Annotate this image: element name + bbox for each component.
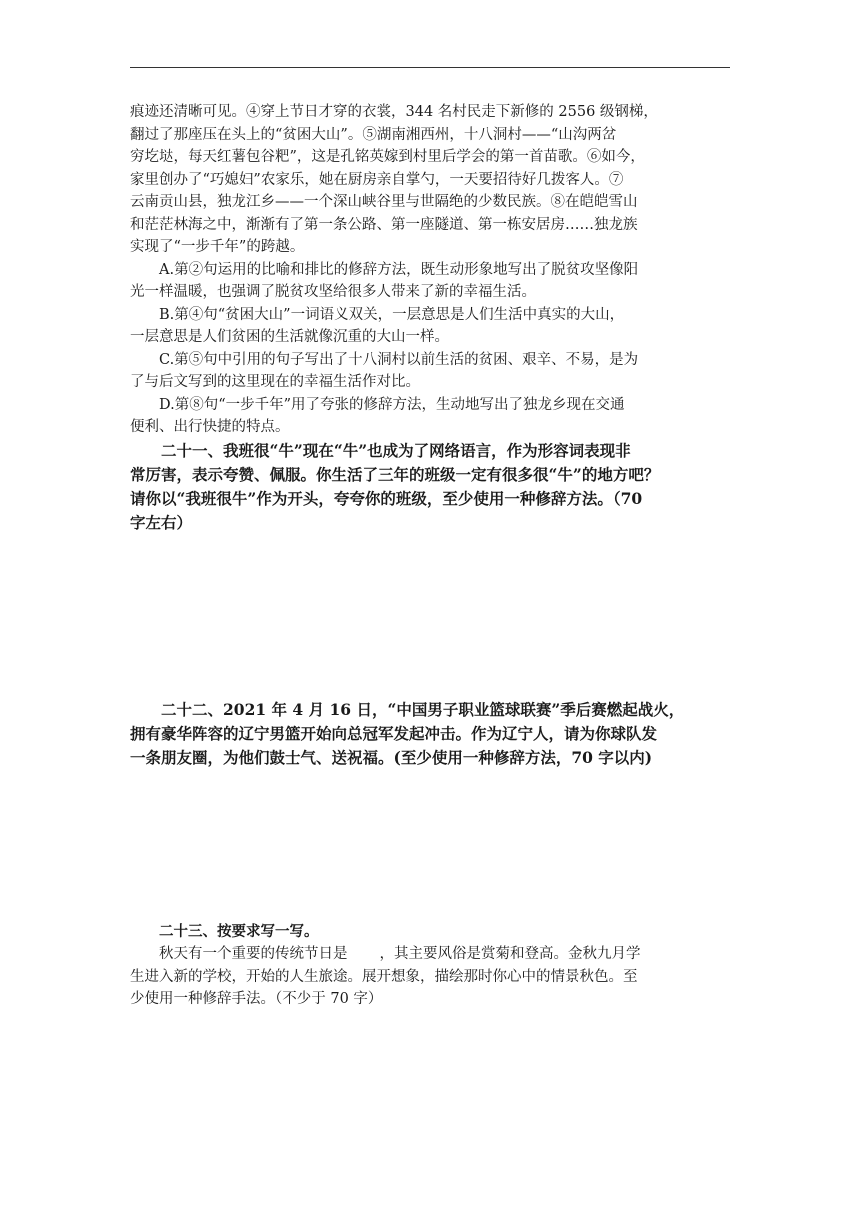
question-text: 秋天有一个重要的传统节日是 [159, 946, 348, 962]
option-line: A.第②句运用的比喻和排比的修辞方法，既生动形象地写出了脱贫攻坚像阳 [159, 261, 639, 278]
option-line: D.第⑧句“一步千年”用了夸张的修辞方法，生动地写出了独龙乡现在交通 [159, 396, 625, 413]
question-line: 二十二、2021 年 4 月 16 日，“中国男子职业篮球联赛”季后赛燃起战火， [161, 699, 685, 719]
option-b [130, 304, 730, 349]
option-a [130, 259, 730, 304]
option-line: 了与后文写到的这里现在的幸福生活作对比。 [130, 374, 420, 390]
option-d [130, 394, 730, 439]
options-list [130, 259, 730, 439]
option-c [130, 349, 730, 394]
question-line: 二十一、我班很“牛”现在“牛”也成为了网络语言，作为形容词表现非 [161, 440, 631, 460]
question-line: 少使用一种修辞手法。（不少于 70 字） [130, 991, 383, 1007]
option-line: 便利、出行快捷的特点。 [130, 419, 290, 435]
question-text: ，其主要风俗是赏菊和登高。金秋九月学 [379, 946, 641, 962]
question-23 [130, 921, 730, 1011]
passage-line: 翻过了那座压在头上的“贫困大山”。⑤湖南湘西州，十八洞村——“山沟两岔 [130, 126, 617, 143]
header-rule [130, 67, 730, 68]
question-line: 生进入新的学校，开始的人生旅途。展开想象，描绘那时你心中的情景秋色。至 [130, 968, 638, 985]
option-line: 光一样温暖，也强调了脱贫攻坚给很多人带来了新的幸福生活。 [130, 284, 536, 300]
question-line [130, 943, 730, 966]
passage-line: 穷圪垯，每天红薯包谷粑”，这是孔铭英嫁到村里后学会的第一首苗歌。⑥如今， [130, 149, 645, 165]
passage-line: 实现了“一步千年”的跨越。 [130, 239, 305, 255]
question-line: 拥有豪华阵容的辽宁男篮开始向总冠军发起冲击。作为辽宁人，请为你球队发 [130, 723, 658, 743]
option-line: 一层意思是人们贫困的生活就像沉重的大山一样。 [130, 329, 449, 345]
document-body [130, 101, 730, 1011]
question-22 [130, 698, 730, 770]
passage-line: 和茫茫林海之中，渐渐有了第一条公路、第一座隧道、第一栋安居房……独龙族 [130, 216, 638, 233]
question-line: 请你以“我班很牛”作为开头，夸夸你的班级，至少使用一种修辞方法。（70 [130, 488, 643, 508]
question-title: 二十三、按要求写一写。 [159, 922, 319, 940]
passage-line: 家里创办了“巧媳妇”农家乐，她在厨房亲自掌勺，一天要招待好几拨客人。⑦ [130, 171, 624, 188]
question-line: 一条朋友圈，为他们鼓士气、送祝福。(至少使用一种修辞方法，70 字以内) [130, 747, 653, 767]
option-line: B.第④句“贫困大山”一词语义双关，一层意思是人们生活中真实的大山， [159, 306, 625, 323]
passage [130, 101, 730, 259]
question-21 [130, 439, 730, 535]
question-line: 字左右） [130, 512, 193, 532]
option-line: C.第⑤句中引用的句子写出了十八洞村以前生活的贫困、艰辛、不易，是为 [159, 351, 639, 368]
question-line: 常厉害，表示夸赞、佩服。你生活了三年的班级一定有很多很“牛”的地方吧？ [130, 464, 660, 484]
passage-line: 痕迹还清晰可见。④穿上节日才穿的衣裳，344 名村民走下新修的 2556 级钢梯， [130, 104, 658, 120]
passage-line: 云南贡山县，独龙江乡——一个深山峡谷里与世隔绝的少数民族。⑧在皑皑雪山 [130, 194, 638, 210]
